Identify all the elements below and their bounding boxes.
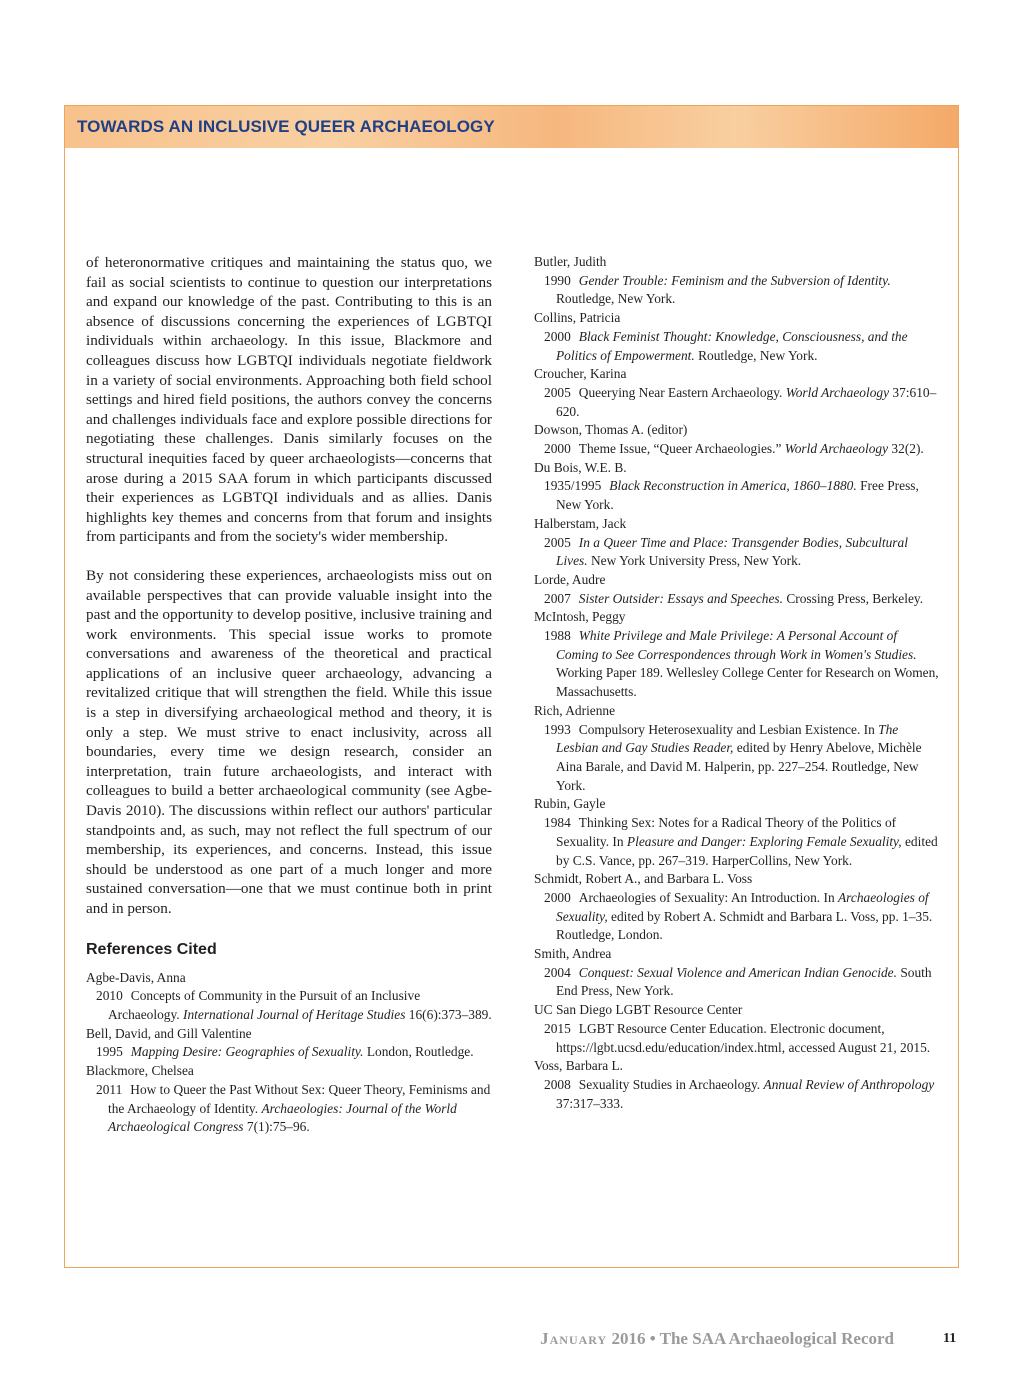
reference-details: New York University Press, New York. [590, 553, 802, 569]
reference-entry [534, 627, 939, 702]
reference-item [534, 365, 939, 421]
footer-publication: The SAA Archaeological Record [659, 1329, 894, 1348]
left-column [86, 253, 492, 1137]
reference-details: Free Press, New York. [556, 478, 919, 513]
reference-item [534, 515, 939, 571]
footer-year: 2016 [611, 1329, 646, 1348]
references-list-left [86, 969, 492, 1137]
reference-details: South End Press, New York. [556, 964, 932, 999]
reference-item [86, 969, 492, 1025]
reference-italic-title: The Lesbian and Gay Studies Reader, [556, 721, 899, 756]
body-paragraph: By not considering these experiences, archaeologists miss out on available perspectives that can provide valuable insight into the past and the opportunity to develop positive, inclusive training and work environments. This special issue works to promote conversations and awareness of the theoretical and practical applications of an inclusive queer archaeology, advancing a revitalized critique that will strengthen the field. While this issue is a step in diversifying archaeological method and theory, it is only a step. We must strive to enact inclusivity, across all boundaries, every time we design research, consider an interpretation, train future archaeologists, and interact with colleagues to build a better archaeological community (see Agbe-Davis 2010). The discussions within reflect our authors' particular standpoints and, as such, may not reflect the full spectrum of our membership, its experiences, and concerns. Instead, this issue should be understood as one part of a much longer and more sustained conversation—one that we must continue both in print and in person. [86, 566, 492, 917]
reference-item [534, 945, 939, 1001]
reference-year: 1995 [96, 1044, 123, 1060]
reference-author: Croucher, Karina [534, 366, 627, 382]
reference-entry [534, 1020, 939, 1057]
header-title: TOWARDS AN INCLUSIVE QUEER ARCHAEOLOGY [77, 117, 495, 136]
reference-entry [534, 477, 939, 514]
reference-italic-title: International Journal of Heritage Studies [183, 1007, 406, 1022]
reference-details: 7(1):75–96. [246, 1119, 310, 1135]
reference-details: Working Paper 189. Wellesley College Center for Research on Women, Massachusetts. [556, 665, 939, 700]
reference-author: Schmidt, Robert A., and Barbara L. Voss [534, 871, 753, 887]
reference-title: Thinking Sex: Notes for a Radical Theory of the Politics of Sexuality. In [556, 815, 897, 849]
reference-year: 2007 [544, 590, 571, 606]
reference-details: Crossing Press, Berkeley. [786, 590, 924, 606]
reference-details: edited by Robert A. Schmidt and Barbara L. Voss, pp. 1–35. Routledge, London. [556, 908, 933, 943]
reference-italic-title: Gender Trouble: Feminism and the Subversion of Identity. [578, 272, 891, 288]
reference-year: 2005 [544, 384, 571, 400]
reference-item [534, 870, 939, 945]
reference-year: 2000 [544, 441, 571, 457]
reference-year: 2000 [544, 328, 571, 344]
reference-entry [534, 384, 939, 421]
reference-author: Butler, Judith [534, 254, 607, 269]
reference-item [534, 702, 939, 796]
reference-author: Agbe-Davis, Anna [86, 969, 186, 985]
reference-italic-title: Pleasure and Danger: Exploring Female Sexuality, [626, 833, 902, 849]
footer-month: January [540, 1329, 608, 1348]
reference-title: Concepts of Community in the Pursuit of an Inclusive Archaeology. [108, 988, 421, 1022]
footer-separator: • [649, 1329, 656, 1348]
reference-author: Du Bois, W.E. B. [534, 459, 627, 475]
reference-item [534, 1001, 939, 1057]
reference-entry [534, 964, 939, 1001]
reference-title: Compulsory Heterosexuality and Lesbian Existence. In [578, 721, 875, 737]
reference-details: 37:317–333. [556, 1095, 624, 1111]
reference-entry [86, 987, 492, 1024]
reference-title: Queerying Near Eastern Archaeology. [578, 384, 783, 400]
reference-entry [534, 440, 939, 459]
reference-author: Bell, David, and Gill Valentine [86, 1025, 252, 1041]
references-list-right [534, 253, 939, 1113]
references-heading: References Cited [86, 940, 217, 958]
reference-item [86, 1062, 492, 1137]
reference-year: 2000 [544, 889, 571, 905]
reference-details: 16(6):373–389. [408, 1007, 492, 1022]
reference-italic-title: Sister Outsider: Essays and Speeches. [578, 590, 783, 606]
reference-item [534, 309, 939, 365]
reference-italic-title: World Archaeology [784, 441, 889, 457]
reference-details: Routledge, New York. [698, 347, 818, 363]
reference-item [86, 1025, 492, 1062]
reference-italic-title: Archaeologies: Journal of the World Archaeological Congress [108, 1100, 457, 1135]
reference-entry [534, 889, 939, 945]
reference-details: Routledge, New York. [556, 291, 676, 307]
reference-entry [534, 272, 939, 309]
reference-italic-title: Black Feminist Thought: Knowledge, Consciousness, and the Politics of Empowerment. [556, 328, 908, 363]
reference-italic-title: In a Queer Time and Place: Transgender Bodies, Subcultural Lives. [556, 534, 908, 569]
page-footer [0, 1326, 1024, 1356]
reference-year: 2010 [96, 988, 123, 1004]
reference-entry [86, 1043, 492, 1062]
reference-details: 37:610–620. [556, 384, 937, 419]
reference-author: UC San Diego LGBT Resource Center [534, 1002, 743, 1018]
reference-author: Blackmore, Chelsea [86, 1063, 194, 1079]
reference-item [534, 571, 939, 608]
reference-year: 2015 [544, 1020, 571, 1036]
reference-author: Rich, Adrienne [534, 702, 616, 718]
reference-author: Voss, Barbara L. [534, 1058, 624, 1074]
reference-year: 1984 [544, 815, 571, 831]
reference-title: How to Queer the Past Without Sex: Queer Theory, Feminisms and the Archaeology of Identity. [108, 1081, 491, 1116]
reference-title: Archaeologies of Sexuality: An Introduction. In [578, 889, 835, 905]
reference-italic-title: Annual Review of Anthropology [763, 1076, 935, 1092]
reference-year: 1988 [544, 628, 571, 644]
reference-year: 1990 [544, 272, 571, 288]
page-number: 11 [943, 1331, 957, 1346]
reference-author: Smith, Andrea [534, 946, 612, 962]
reference-author: Collins, Patricia [534, 310, 621, 326]
reference-item [534, 608, 939, 702]
reference-italic-title: White Privilege and Male Privilege: A Personal Account of Coming to See Correspondences through Work in Women's Studies. [556, 628, 917, 662]
reference-details: edited by Henry Abelove, Michèle Aina Barale, and David M. Halperin, pp. 227–254. Routledge, New York. [556, 740, 922, 793]
footer-publication-line [540, 1329, 894, 1349]
reference-entry [534, 534, 939, 571]
reference-item [534, 459, 939, 515]
reference-italic-title: Mapping Desire: Geographies of Sexuality. [130, 1044, 364, 1060]
reference-entry [86, 1081, 492, 1137]
reference-author: Halberstam, Jack [534, 515, 627, 531]
reference-item [534, 795, 939, 870]
reference-italic-title: Conquest: Sexual Violence and American Indian Genocide. [578, 964, 897, 980]
reference-year: 1935/1995 [544, 478, 602, 494]
right-column [534, 253, 939, 1113]
reference-author: McIntosh, Peggy [534, 609, 626, 625]
reference-entry [534, 590, 939, 609]
reference-author: Dowson, Thomas A. (editor) [534, 422, 688, 438]
body-paragraph: of heteronormative critiques and maintaining the status quo, we fail as social scientists to continue to question our interpretations and expand our knowledge of the past. Contributing to this is an absence of discussions concerning the experiences of LGBTQI individuals within archaeology. In this issue, Blackmore and colleagues discuss how LGBTQI individuals negotiate fieldwork in a variety of social environments. Approaching both field school settings and hired field positions, the authors convey the concerns and challenges individuals face and explore possible directions for negotiating these challenges. Danis similarly focuses on the structural inequities faced by queer archaeologists—concerns that arose during a 2015 SAA forum in which participants discussed their experiences as LGBTQI individuals and as allies. Danis highlights key themes and concerns from that forum and insights from participants and from the society's wider membership. [86, 254, 492, 546]
reference-item [534, 253, 939, 309]
reference-year: 2008 [544, 1076, 571, 1092]
header-banner [65, 106, 958, 148]
reference-italic-title: World Archaeology [785, 384, 890, 400]
reference-title: Theme Issue, “Queer Archaeologies.” [578, 441, 782, 457]
reference-author: Lorde, Audre [534, 571, 606, 587]
reference-year: 2011 [96, 1081, 123, 1097]
reference-entry [534, 1076, 939, 1113]
reference-author: Rubin, Gayle [534, 796, 606, 812]
reference-year: 1993 [544, 721, 571, 737]
reference-italic-title: Archaeologies of Sexuality, [556, 889, 929, 924]
reference-title: LGBT Resource Center Education. Electronic document, https://lgbt.ucsd.edu/education/index.html, accessed August 21, 2015. [556, 1020, 931, 1055]
reference-details: 32(2). [891, 441, 924, 457]
reference-entry [534, 814, 939, 870]
reference-year: 2004 [544, 964, 571, 980]
reference-details: London, Routledge. [366, 1044, 474, 1060]
reference-item [534, 421, 939, 458]
reference-italic-title: Black Reconstruction in America, 1860–1880. [609, 478, 857, 494]
reference-item [534, 1057, 939, 1113]
reference-entry [534, 721, 939, 796]
reference-details: edited by C.S. Vance, pp. 267–319. HarperCollins, New York. [556, 833, 938, 868]
reference-entry [534, 328, 939, 365]
reference-title: Sexuality Studies in Archaeology. [578, 1076, 761, 1092]
reference-year: 2005 [544, 534, 571, 550]
